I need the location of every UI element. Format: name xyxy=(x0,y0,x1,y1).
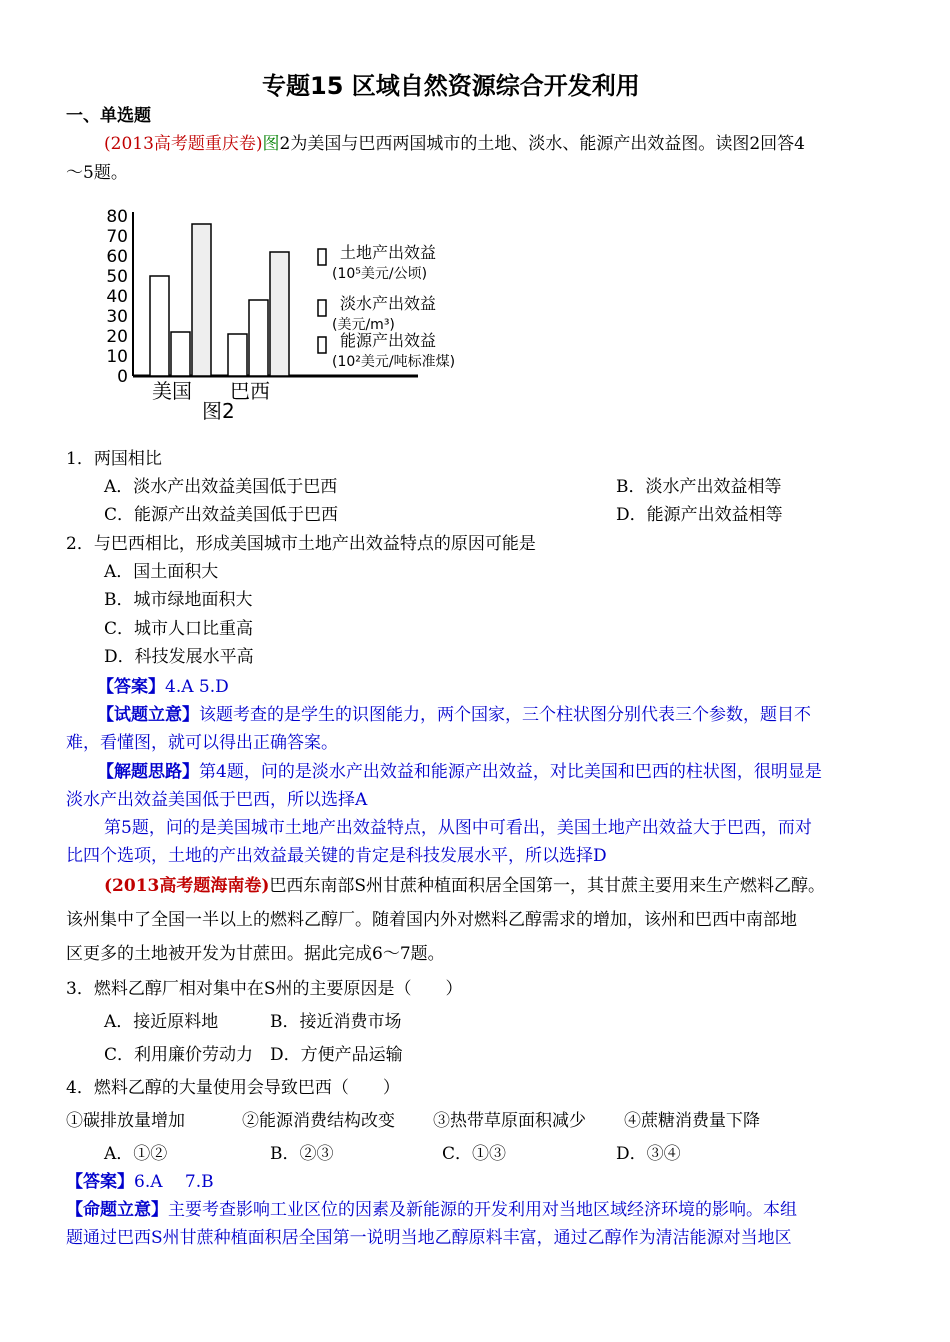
y-tick-label: 70 xyxy=(106,227,128,247)
q3-option-c: C．利用廉价劳动力 xyxy=(104,1045,254,1065)
thinking1-label: 【解题思路】 xyxy=(97,762,199,782)
q4-option-c: C．①③ xyxy=(442,1144,507,1164)
bars xyxy=(150,224,289,376)
legend-name: 土地产出效益 xyxy=(340,243,437,262)
q2-option-d: D．科技发展水平高 xyxy=(104,647,254,667)
y-tick-label: 40 xyxy=(106,287,128,307)
intro1-line2: ～5题。 xyxy=(66,163,128,183)
legend-unit: (美元/m³) xyxy=(332,317,395,333)
intent2-line2: 题通过巴西S州甘蔗种植面积居全国第一说明当地乙醇原料丰富，通过乙醇作为清洁能源对当地区 xyxy=(66,1228,792,1248)
answer1-text: 4.A 5.D xyxy=(165,677,229,697)
intent1-label: 【试题立意】 xyxy=(97,705,199,725)
legend-unit: (10²美元/吨标准煤) xyxy=(332,354,456,370)
intro1-line1 xyxy=(104,134,805,154)
q1-option-d: D．能源产出效益相等 xyxy=(616,505,783,525)
q4-option-d: D．③④ xyxy=(616,1144,681,1164)
section-heading: 一、单选题 xyxy=(66,106,151,126)
legend-unit: (10⁵美元/公顷) xyxy=(332,266,428,282)
q4-statement-1: ①碳排放量增加 xyxy=(66,1111,185,1131)
thinking1-line4: 比四个选项，土地的产出效益最关键的肯定是科技发展水平，所以选择D xyxy=(66,846,607,866)
q4-statement-4: ④蔗糖消费量下降 xyxy=(624,1111,760,1131)
q3-option-b: B．接近消费市场 xyxy=(270,1012,402,1032)
answer1 xyxy=(97,677,229,697)
page-title: 专题15 区域自然资源综合开发利用 xyxy=(262,72,640,100)
intro2-source: (2013高考题海南卷) xyxy=(104,876,270,896)
legend-swatch xyxy=(318,337,326,353)
y-tick-label: 20 xyxy=(106,327,128,347)
q3-stem: 3．燃料乙醇厂相对集中在S州的主要原因是（ ） xyxy=(66,979,463,999)
chart-legend xyxy=(318,243,455,370)
y-tick-label: 10 xyxy=(106,347,128,367)
intro1-source: (2013高考题重庆卷) xyxy=(104,134,263,154)
bar-brazil-series-3 xyxy=(270,252,289,376)
answer2-label: 【答案】 xyxy=(66,1172,134,1192)
bar-usa-series-2 xyxy=(171,332,190,376)
y-axis-ticks xyxy=(106,207,128,387)
q4-stem: 4．燃料乙醇的大量使用会导致巴西（ ） xyxy=(66,1078,400,1098)
category-label: 美国 xyxy=(152,379,192,403)
intro2-line1: (2013高考题海南卷)巴西东南部S州甘蔗种植面积居全国第一，其甘蔗主要用来生产燃料乙醇。 xyxy=(104,876,826,896)
legend-swatch xyxy=(318,249,326,265)
legend-swatch xyxy=(318,300,326,316)
thinking1-line3: 第5题，问的是美国城市土地产出效益特点，从图中可看出，美国土地产出效益大于巴西，而对 xyxy=(104,818,812,838)
bar-brazil-series-2 xyxy=(249,300,268,376)
intro2-line2: 该州集中了全国一半以上的燃料乙醇厂。随着国内外对燃料乙醇需求的增加，该州和巴西中南部地 xyxy=(66,910,797,930)
thinking1-line1: 【解题思路】第4题，问的是淡水产出效益和能源产出效益，对比美国和巴西的柱状图，很明显是 xyxy=(97,762,822,782)
intro1-text1: 2为美国与巴西两国城市的土地、淡水、能源产出效益图。读图2回答4 xyxy=(279,134,805,154)
q4-statement-2: ②能源消费结构改变 xyxy=(242,1111,395,1131)
q1-option-b: B．淡水产出效益相等 xyxy=(616,477,782,497)
y-tick-label: 30 xyxy=(106,307,128,327)
y-tick-label: 80 xyxy=(106,207,128,227)
bar-chart xyxy=(90,200,520,430)
q3-option-a: A．接近原料地 xyxy=(104,1012,219,1032)
q2-stem: 2．与巴西相比，形成美国城市土地产出效益特点的原因可能是 xyxy=(66,534,536,554)
legend-name: 能源产出效益 xyxy=(340,331,437,350)
q4-option-b: B．②③ xyxy=(270,1144,334,1164)
q3-option-d: D．方便产品运输 xyxy=(270,1045,403,1065)
intro1-fig-ref: 图 xyxy=(262,134,280,154)
q1-stem: 1．两国相比 xyxy=(66,449,162,469)
y-tick-label: 60 xyxy=(106,247,128,267)
intro2-line3: 区更多的土地被开发为甘蔗田。据此完成6～7题。 xyxy=(66,944,445,964)
intent2-line1: 【命题立意】主要考查影响工业区位的因素及新能源的开发利用对当地区域经济环境的影响。本组 xyxy=(66,1200,797,1220)
y-tick-label: 50 xyxy=(106,267,128,287)
legend-name: 淡水产出效益 xyxy=(340,294,437,313)
q4-statement-3: ③热带草原面积减少 xyxy=(433,1111,586,1131)
q2-option-a: A．国土面积大 xyxy=(104,562,219,582)
chart-caption: 图2 xyxy=(202,399,235,423)
y-tick-label: 0 xyxy=(117,367,128,387)
q2-option-b: B．城市绿地面积大 xyxy=(104,590,253,610)
intent1-line1: 【试题立意】该题考查的是学生的识图能力，两个国家，三个柱状图分别代表三个参数，题目不 xyxy=(97,705,811,725)
bar-usa-series-3 xyxy=(192,224,211,376)
category-label: 巴西 xyxy=(230,379,270,403)
intent2-label: 【命题立意】 xyxy=(66,1200,168,1220)
q4-option-a: A．①② xyxy=(104,1144,168,1164)
answer1-label: 【答案】 xyxy=(97,677,165,697)
q1-option-c: C．能源产出效益美国低于巴西 xyxy=(104,505,339,525)
bar-usa-series-1 xyxy=(150,276,169,376)
bar-brazil-series-1 xyxy=(228,334,247,376)
q2-option-c: C．城市人口比重高 xyxy=(104,619,254,639)
thinking1-line2: 淡水产出效益美国低于巴西，所以选择A xyxy=(66,790,368,810)
intent1-line2: 难，看懂图，就可以得出正确答案。 xyxy=(66,733,338,753)
answer2 xyxy=(66,1172,214,1192)
answer2-text: 6.A 7.B xyxy=(134,1172,214,1192)
q1-option-a: A．淡水产出效益美国低于巴西 xyxy=(104,477,338,497)
